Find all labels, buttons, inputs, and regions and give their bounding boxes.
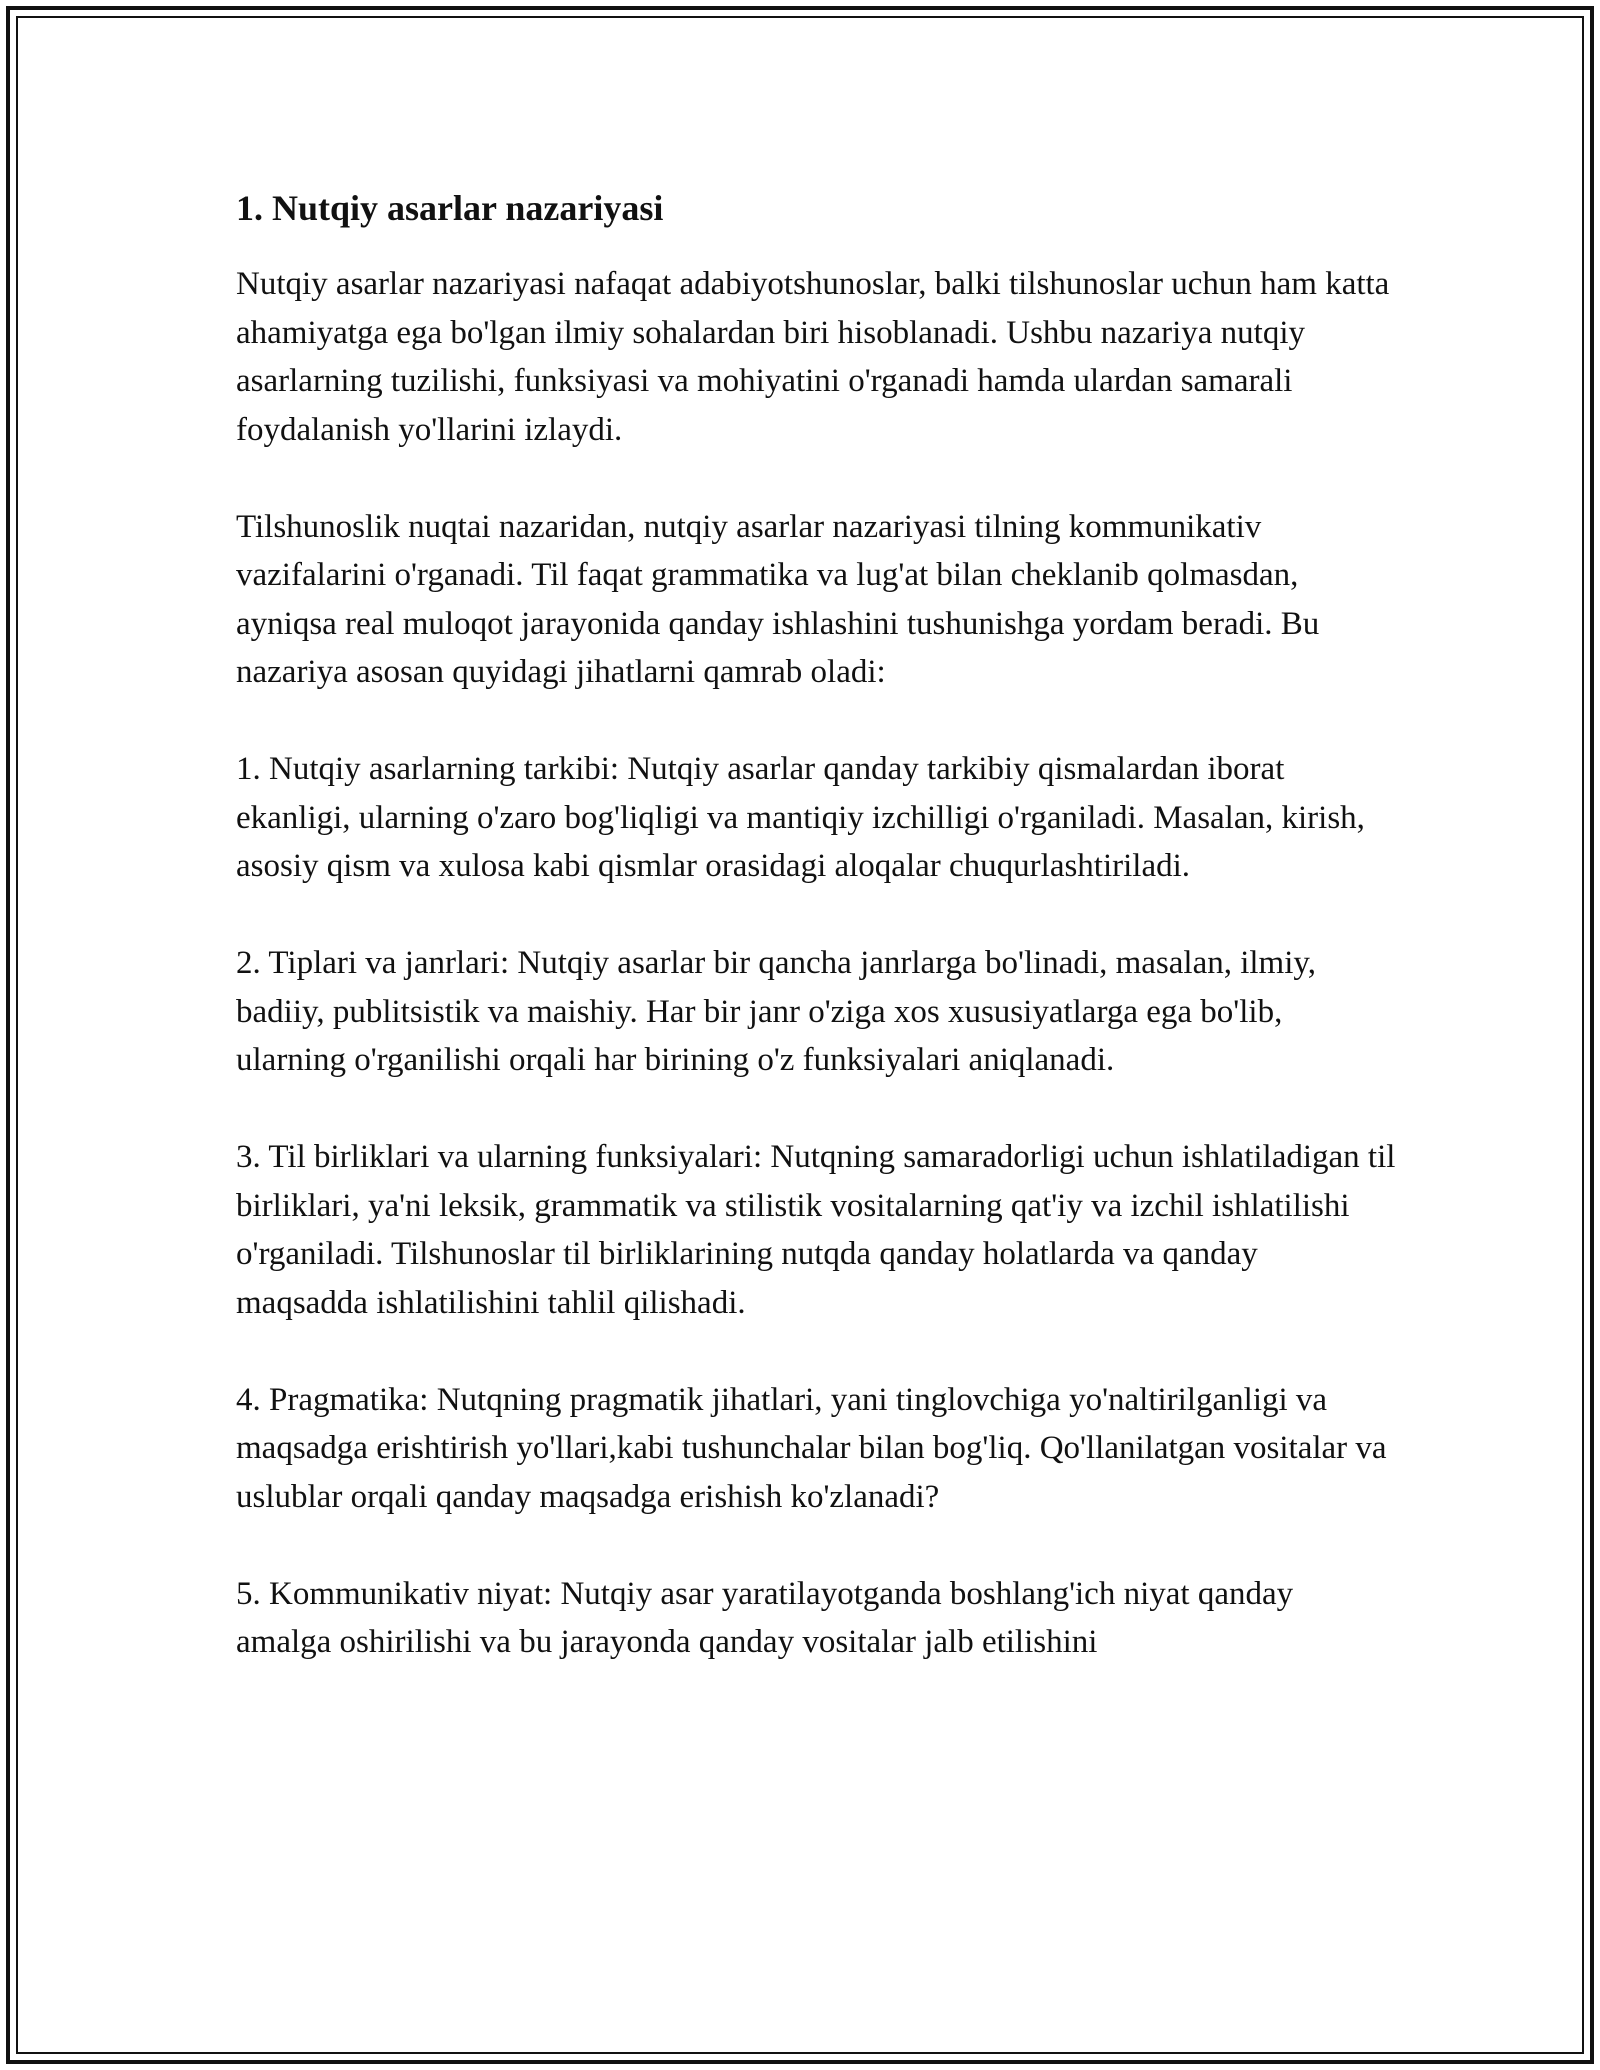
list-item-communicative-intent: 5. Kommunikativ niyat: Nutqiy asar yaratilayotganda boshlang'ich niyat qanday amalga oshirilishi va bu jarayonda qanday vositalar jalb etilishini (236, 1575, 1294, 1660)
paragraph-intro: Nutqiy asarlar nazariyasi nafaqat adabiyotshunoslar, balki tilshunoslar uchun ham katta ahamiyatga ega bo'lgan ilmiy sohalardan biri hisoblanadi. Ushbu nazariya nutqiy asarlarning tuzilishi, funksiyasi va mohiyatini o'rganadi hamda ulardan samarali foydalanish yo'llarini izlaydi. (236, 266, 1390, 448)
document-body (236, 184, 1396, 1715)
list-item-genres: 2. Tiplari va janrlari: Nutqiy asarlar bir qancha janrlarga bo'linadi, masalan, ilmiy, badiiy, publitsistik va maishiy. Har bir janr o'ziga xos xususiyatlarga ega bo'lib, ularning o'rganilishi orqali har birining o'z funksiyalari aniqlanadi. (236, 945, 1316, 1078)
list-item-language-units: 3. Til birliklari va ularning funksiyalari: Nutqning samaradorligi uchun ishlatiladigan til birliklari, ya'ni leksik, grammatik va stilistik vositalarning qat'iy va izchil ishlatilishi o'rganiladi. Tilshunoslar til birliklarining nutqda qanday holatlarda va qanday maqsadda ishlatilishini tahlil qilishadi. (236, 1139, 1396, 1321)
section-heading: 1. Nutqiy asarlar nazariyasi (236, 188, 664, 228)
paragraph-linguistics: Tilshunoslik nuqtai nazaridan, nutqiy asarlar nazariyasi tilning kommunikativ vazifalarini o'rganadi. Til faqat grammatika va lug'at bilan cheklanib qolmasdan, ayniqsa real muloqot jarayonida qanday ishlashini tushunishga yordam beradi. Bu nazariya asosan quyidagi jihatlarni qamrab oladi: (236, 508, 1320, 690)
list-item-composition: 1. Nutqiy asarlarning tarkibi: Nutqiy asarlar qanday tarkibiy qismalardan iborat ekanligi, ularning o'zaro bog'liqligi va mantiqiy izchilligi o'rganiladi. Masalan, kirish, asosiy qism va xulosa kabi qismlar orasidagi aloqalar chuqurlashtiriladi. (236, 751, 1365, 884)
list-item-pragmatics: 4. Pragmatika: Nutqning pragmatik jihatlari, yani tinglovchiga yo'naltirilganligi va maqsadga erishtirish yo'llari,kabi tushunchalar bilan bog'liq. Qo'llanilatgan vositalar va uslublar orqali qanday maqsadga erishish ko'zlanadi? (236, 1381, 1387, 1515)
